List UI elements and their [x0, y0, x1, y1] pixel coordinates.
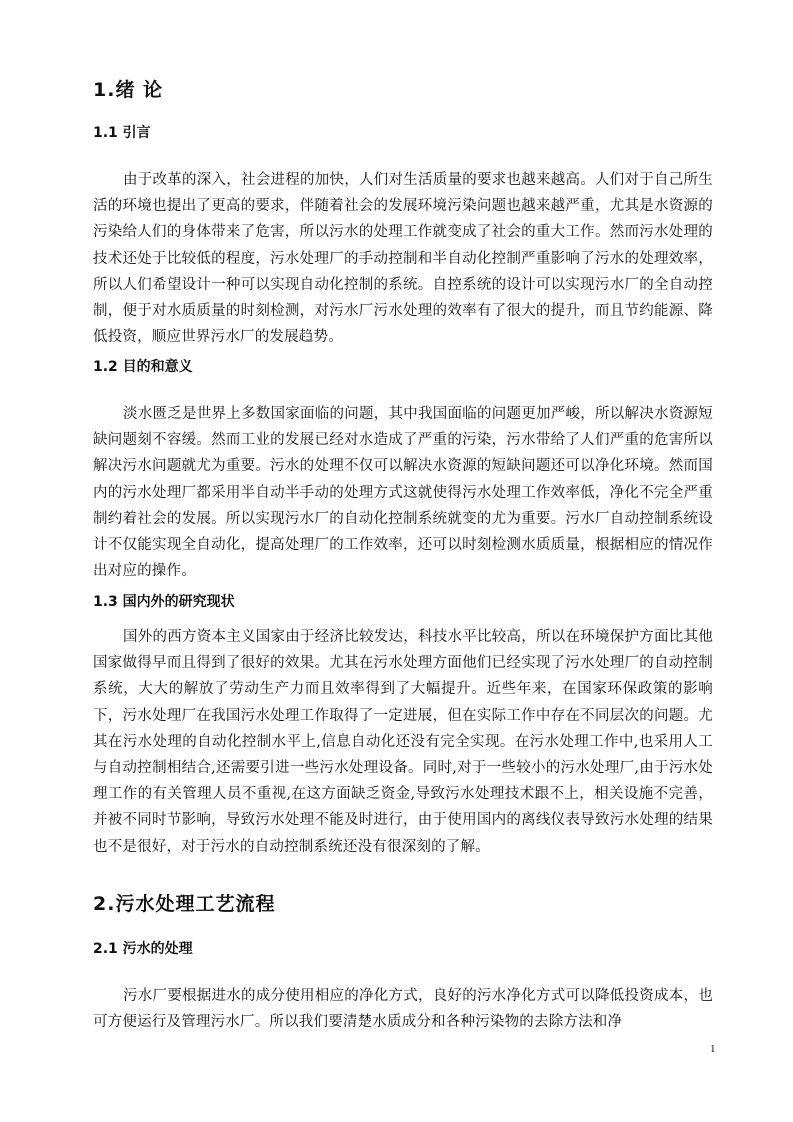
- page-number: 1: [710, 1043, 716, 1055]
- section-heading-1: 1.绪 论: [93, 79, 164, 101]
- subsection-heading-1-2: 1.2 目的和意义: [93, 359, 193, 375]
- subsection-heading-2-1: 2.1 污水的处理: [93, 941, 193, 957]
- subsection-heading-1-1: 1.1 引言: [93, 125, 151, 141]
- paragraph-1-1: 由于改革的深入，社会进程的加快，人们对生活质量的要求也越来越高。人们对于自己所生活的环境也提出了更高的要求，伴随着社会的发展环境污染问题也越来越严重，尤其是水资源的污染给人们的身体带来了危害，所以污水的处理工作就变成了社会的重大工作。然而污水处理的技术还处于比较低的程度，污水处理厂的手动控制和半自动化控制严重影响了污水的处理效率，所以人们希望设计一种可以实现自动化控制的系统。自控系统的设计可以实现污水厂的全自动控制，便于对水质质量的时刻检测，对污水厂污水处理的效率有了很大的提升，而且节约能源、降低投资，顺应世界污水厂的发展趋势。: [93, 172, 713, 346]
- paragraph-2-1: 污水厂要根据进水的成分使用相应的净化方式，良好的污水净化方式可以降低投资成本，也可方便运行及管理污水厂。所以我们要清楚水质成分和各种污染物的去除方法和净: [93, 988, 713, 1031]
- paragraph-1-3: 国外的西方资本主义国家由于经济比较发达，科技水平比较高，所以在环境保护方面比其他国家做得早而且得到了很好的效果。尤其在污水处理方面他们已经实现了污水处理厂的自动控制系统，大大的解放了劳动生产力而且效率得到了大幅提升。近些年来，在国家环保政策的影响下，污水处理厂在我国污水处理工作取得了一定进展，但在实际工作中存在不同层次的问题。尤其在污水处理的自动化控制水平上,信息自动化还没有完全实现。在污水处理工作中,也采用人工与自动控制相结合,还需要引进一些污水处理设备。同时,对于一些较小的污水处理厂,由于污水处理工作的有关管理人员不重视,在这方面缺乏资金,导致污水处理技术跟不上，相关设施不完善，并被不同时节影响，导致污水处理不能及时进行，由于使用国内的离线仪表导致污水处理的结果也不是很好，对于污水的自动控制系统还没有很深刻的了解。: [93, 629, 713, 855]
- subsection-heading-1-3: 1.3 国内外的研究现状: [93, 594, 235, 610]
- paragraph-1-2: 淡水匮乏是世界上多数国家面临的问题，其中我国面临的问题更加严峻，所以解决水资源短缺问题刻不容缓。然而工业的发展已经对水造成了严重的污染，污水带给了人们严重的危害所以解决污水问题就尤为重要。污水的处理不仅可以解决水资源的短缺问题还可以净化环境。然而国内的污水处理厂都采用半自动半手动的处理方式这就使得污水处理工作效率低，净化不完全严重制约着社会的发展。所以实现污水厂的自动化控制系统就变的尤为重要。污水厂自动控制系统设计不仅能实现全自动化，提高处理厂的工作效率，还可以时刻检测水质质量，根据相应的情况作出对应的操作。: [93, 406, 713, 580]
- section-heading-2: 2.污水处理工艺流程: [93, 893, 276, 915]
